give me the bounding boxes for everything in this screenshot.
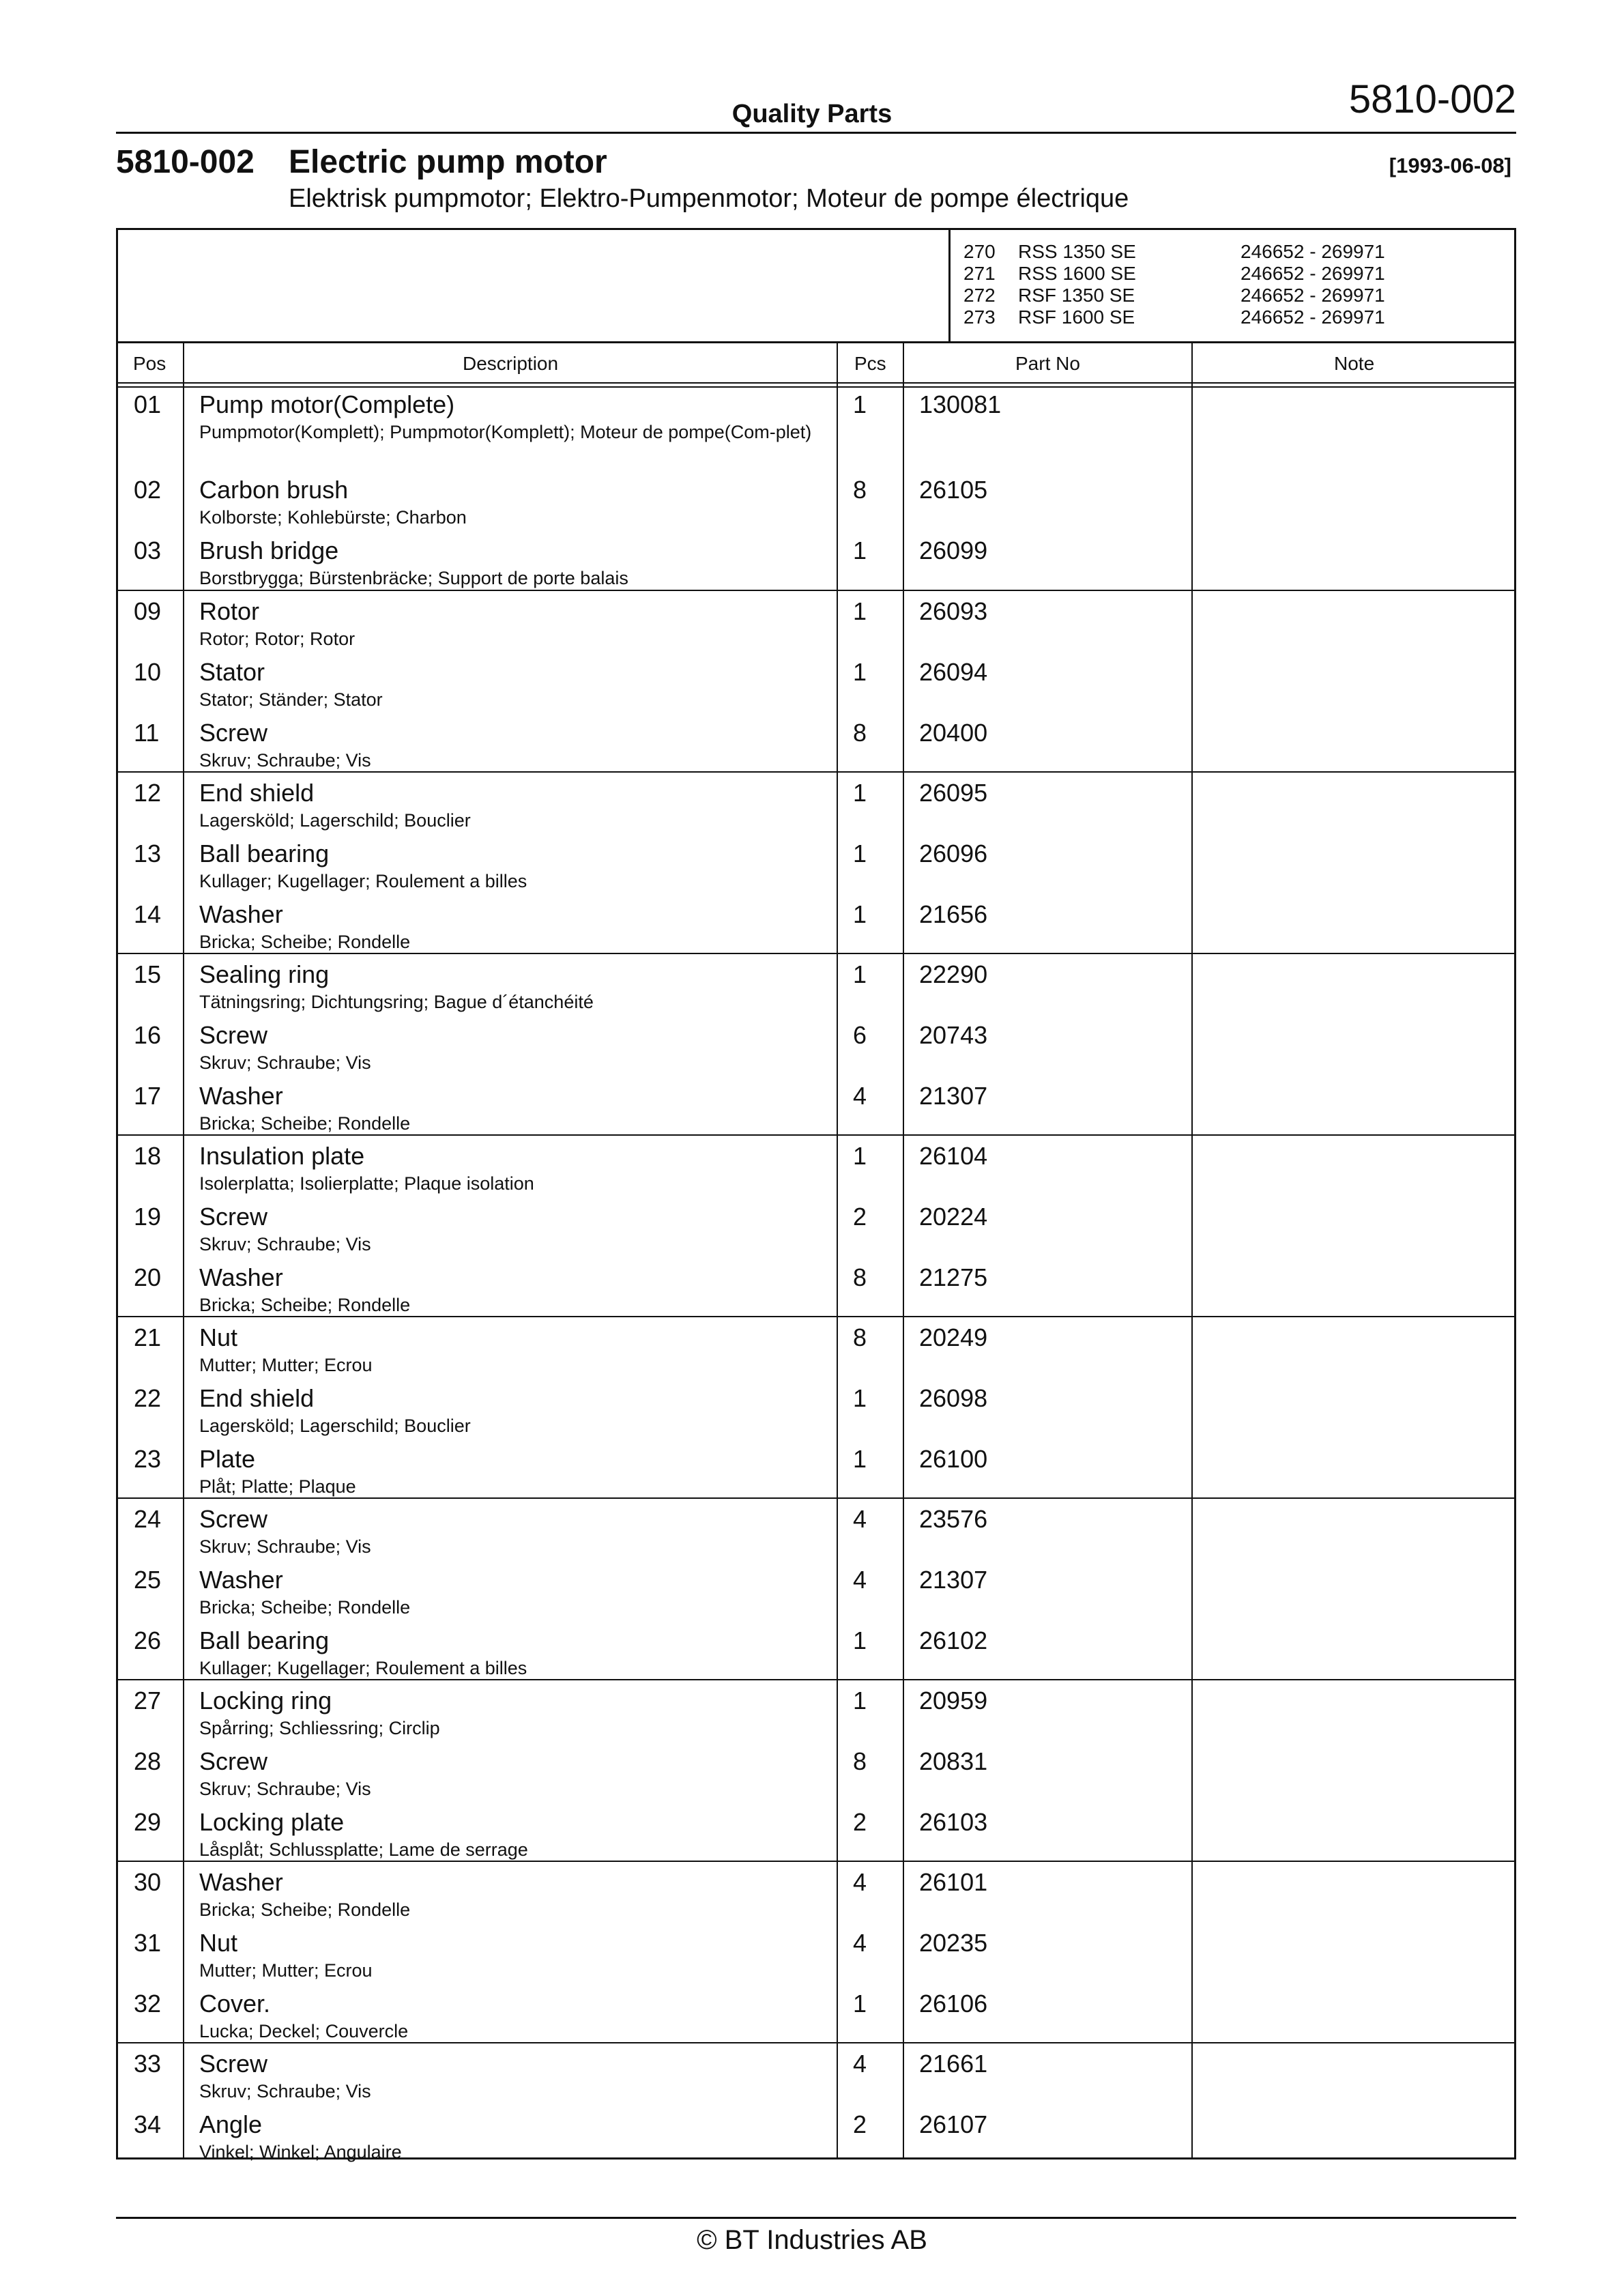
- table-row: [0, 1868, 1624, 1929]
- table-row: [0, 1808, 1624, 1869]
- row-pos: 30: [134, 1868, 162, 1896]
- row-part-no: 23576: [919, 1505, 988, 1533]
- row-pos: 34: [134, 2110, 162, 2138]
- row-pos: 22: [134, 1384, 162, 1412]
- row-part-no: 26100: [919, 1445, 988, 1473]
- table-row: [0, 1323, 1624, 1384]
- row-description: Locking plate: [199, 1808, 345, 1836]
- column-header-rule: [116, 382, 1516, 384]
- row-description: Ball bearing: [199, 1626, 330, 1654]
- row-translations: Borstbrygga; Bürstenbräcke; Support de porte balais: [199, 568, 628, 588]
- row-pcs: 1: [853, 1384, 867, 1412]
- row-pos: 33: [134, 2050, 162, 2078]
- row-pcs: 4: [853, 1505, 867, 1533]
- row-translations: Skruv; Schraube; Vis: [199, 1234, 371, 1254]
- table-row: [0, 1990, 1624, 2050]
- row-translations: Pumpmotor(Komplett); Pumpmotor(Komplett); Moteur de pompe(Com-plet): [199, 422, 812, 442]
- model-serial-range: 246652 - 269971: [1241, 263, 1385, 284]
- row-description: Carbon brush: [199, 476, 349, 504]
- row-pcs: 6: [853, 1021, 867, 1049]
- row-pos: 03: [134, 536, 162, 564]
- table-row: [0, 1687, 1624, 1747]
- row-pcs: 1: [853, 1142, 867, 1170]
- row-pos: 17: [134, 1082, 162, 1110]
- row-pos: 20: [134, 1263, 162, 1291]
- row-translations: Kullager; Kugellager; Roulement a billes: [199, 1658, 527, 1678]
- column-header-note: Note: [1334, 353, 1375, 374]
- row-pos: 32: [134, 1990, 162, 2018]
- row-pcs: 1: [853, 1445, 867, 1473]
- row-description: Nut: [199, 1929, 238, 1957]
- row-pcs: 8: [853, 1323, 867, 1351]
- row-pos: 23: [134, 1445, 162, 1473]
- row-pcs: 2: [853, 1808, 867, 1836]
- row-part-no: 21307: [919, 1082, 988, 1110]
- row-pcs: 8: [853, 1263, 867, 1291]
- row-description: Screw: [199, 1021, 268, 1049]
- row-part-no: 26104: [919, 1142, 988, 1170]
- row-description: Washer: [199, 1868, 283, 1896]
- table-row: [0, 597, 1624, 658]
- row-pcs: 1: [853, 1990, 867, 2018]
- row-part-no: 26105: [919, 476, 988, 504]
- row-translations: Lagersköld; Lagerschild; Bouclier: [199, 810, 471, 831]
- column-header-part-no: Part No: [1015, 353, 1080, 374]
- model-name: RSF 1600 SE: [1018, 306, 1135, 328]
- row-pos: 27: [134, 1687, 162, 1714]
- row-part-no: 21661: [919, 2050, 988, 2078]
- row-pos: 10: [134, 658, 162, 686]
- row-translations: Lucka; Deckel; Couvercle: [199, 2021, 409, 2041]
- row-description: Screw: [199, 2050, 268, 2078]
- table-row: [0, 779, 1624, 840]
- row-part-no: 26103: [919, 1808, 988, 1836]
- table-row: [0, 1263, 1624, 1324]
- column-header-pcs: Pcs: [854, 353, 886, 374]
- row-part-no: 21307: [919, 1566, 988, 1594]
- row-part-no: 26098: [919, 1384, 988, 1412]
- row-description: Stator: [199, 658, 265, 686]
- row-description: Angle: [199, 2110, 263, 2138]
- column-header-description: Description: [463, 353, 559, 374]
- row-part-no: 22290: [919, 960, 988, 988]
- row-pcs: 4: [853, 1868, 867, 1896]
- model-code: 272: [963, 285, 996, 306]
- row-description: Rotor: [199, 597, 260, 625]
- row-part-no: 26096: [919, 840, 988, 867]
- row-description: Cover.: [199, 1990, 271, 2018]
- row-description: Washer: [199, 900, 283, 928]
- row-description: Plate: [199, 1445, 256, 1473]
- model-name: RSS 1350 SE: [1018, 241, 1136, 262]
- row-part-no: 21275: [919, 1263, 988, 1291]
- row-pcs: 8: [853, 476, 867, 504]
- row-pos: 28: [134, 1747, 162, 1775]
- row-description: Screw: [199, 1505, 268, 1533]
- table-row: [0, 1566, 1624, 1626]
- row-pos: 16: [134, 1021, 162, 1049]
- row-pos: 12: [134, 779, 162, 807]
- table-row: [0, 1082, 1624, 1143]
- row-description: Nut: [199, 1323, 238, 1351]
- row-part-no: 26095: [919, 779, 988, 807]
- row-translations: Plåt; Platte; Plaque: [199, 1476, 356, 1497]
- table-row: [0, 1505, 1624, 1566]
- table-row: [0, 2110, 1624, 2171]
- row-pos: 21: [134, 1323, 162, 1351]
- row-translations: Låsplåt; Schlussplatte; Lame de serrage: [199, 1839, 528, 1860]
- row-translations: Stator; Ständer; Stator: [199, 689, 383, 710]
- row-description: Pump motor(Complete): [199, 390, 455, 418]
- row-translations: Bricka; Scheibe; Rondelle: [199, 1295, 411, 1315]
- model-area-bottom-rule: [116, 341, 1516, 343]
- model-serial-range: 246652 - 269971: [1241, 285, 1385, 306]
- row-pcs: 4: [853, 1566, 867, 1594]
- row-translations: Lagersköld; Lagerschild; Bouclier: [199, 1416, 471, 1436]
- row-pcs: 8: [853, 719, 867, 747]
- page-subtitle: Elektrisk pumpmotor; Elektro-Pumpenmotor; Moteur de pompe électrique: [289, 184, 1129, 213]
- row-part-no: 20224: [919, 1203, 988, 1231]
- header-rule: [116, 132, 1516, 134]
- row-part-no: 20743: [919, 1021, 988, 1049]
- table-row: [0, 900, 1624, 961]
- row-pcs: 1: [853, 1687, 867, 1714]
- row-translations: Skruv; Schraube; Vis: [199, 1779, 371, 1799]
- row-translations: Bricka; Scheibe; Rondelle: [199, 932, 411, 952]
- row-pcs: 1: [853, 779, 867, 807]
- table-row: [0, 1445, 1624, 1506]
- row-pos: 29: [134, 1808, 162, 1836]
- row-pcs: 8: [853, 1747, 867, 1775]
- row-pcs: 1: [853, 840, 867, 867]
- row-part-no: 20235: [919, 1929, 988, 1957]
- row-description: Sealing ring: [199, 960, 330, 988]
- row-pcs: 2: [853, 2110, 867, 2138]
- header-section-label: Quality Parts: [731, 100, 893, 128]
- row-pcs: 4: [853, 1082, 867, 1110]
- table-row: [0, 1626, 1624, 1687]
- row-translations: Bricka; Scheibe; Rondelle: [199, 1113, 411, 1134]
- model-serial-range: 246652 - 269971: [1241, 241, 1385, 262]
- model-serial-range: 246652 - 269971: [1241, 306, 1385, 328]
- row-pos: 02: [134, 476, 162, 504]
- row-pos: 18: [134, 1142, 162, 1170]
- model-code: 271: [963, 263, 996, 284]
- row-translations: Bricka; Scheibe; Rondelle: [199, 1597, 411, 1618]
- row-pos: 26: [134, 1626, 162, 1654]
- row-translations: Bricka; Scheibe; Rondelle: [199, 1899, 411, 1920]
- row-pcs: 2: [853, 1203, 867, 1231]
- footer-copyright: © BT Industries AB: [697, 2225, 927, 2255]
- row-pcs: 4: [853, 2050, 867, 2078]
- row-part-no: 26107: [919, 2110, 988, 2138]
- row-pcs: 1: [853, 900, 867, 928]
- header-doc-number: 5810-002: [1348, 77, 1516, 121]
- row-pos: 14: [134, 900, 162, 928]
- row-translations: Mutter; Mutter; Ecrou: [199, 1960, 373, 1981]
- row-description: Ball bearing: [199, 840, 330, 867]
- table-row: [0, 1747, 1624, 1808]
- row-part-no: 26094: [919, 658, 988, 686]
- row-translations: Tätningsring; Dichtungsring; Bague d´étanchéité: [199, 992, 594, 1012]
- row-description: End shield: [199, 779, 315, 807]
- row-pos: 13: [134, 840, 162, 867]
- row-pcs: 4: [853, 1929, 867, 1957]
- table-row: [0, 1203, 1624, 1263]
- row-part-no: 20400: [919, 719, 988, 747]
- row-pos: 15: [134, 960, 162, 988]
- row-translations: Skruv; Schraube; Vis: [199, 2081, 371, 2101]
- row-pos: 24: [134, 1505, 162, 1533]
- model-code: 270: [963, 241, 996, 262]
- row-pcs: 1: [853, 960, 867, 988]
- row-part-no: 130081: [919, 390, 1002, 418]
- row-pos: 01: [134, 390, 162, 418]
- row-translations: Vinkel; Winkel; Angulaire: [199, 2142, 402, 2162]
- table-row: [0, 1142, 1624, 1203]
- row-description: Screw: [199, 1747, 268, 1775]
- row-description: Washer: [199, 1566, 283, 1594]
- row-pos: 19: [134, 1203, 162, 1231]
- row-part-no: 21656: [919, 900, 988, 928]
- row-description: Screw: [199, 719, 268, 747]
- title-number: 5810-002: [116, 144, 255, 180]
- model-code: 273: [963, 306, 996, 328]
- row-translations: Isolerplatta; Isolierplatte; Plaque isolation: [199, 1173, 534, 1194]
- row-pos: 11: [134, 719, 160, 747]
- row-translations: Kullager; Kugellager; Roulement a billes: [199, 871, 527, 891]
- row-part-no: 26106: [919, 1990, 988, 2018]
- row-translations: Skruv; Schraube; Vis: [199, 750, 371, 771]
- row-pos: 25: [134, 1566, 162, 1594]
- row-pcs: 1: [853, 390, 867, 418]
- table-row: [0, 1384, 1624, 1445]
- table-row: [0, 719, 1624, 779]
- row-description: Insulation plate: [199, 1142, 365, 1170]
- row-pcs: 1: [853, 536, 867, 564]
- page-title: Electric pump motor: [289, 144, 607, 180]
- model-box-divider: [948, 228, 951, 341]
- footer-rule: [116, 2217, 1516, 2219]
- table-row: [0, 960, 1624, 1021]
- model-name: RSS 1600 SE: [1018, 263, 1136, 284]
- row-translations: Skruv; Schraube; Vis: [199, 1536, 371, 1557]
- column-header-rule-double: [116, 386, 1516, 388]
- table-row: [0, 658, 1624, 719]
- table-row: [0, 1021, 1624, 1082]
- row-translations: Rotor; Rotor; Rotor: [199, 629, 356, 649]
- table-row: [0, 476, 1624, 536]
- row-description: Screw: [199, 1203, 268, 1231]
- row-translations: Kolborste; Kohlebürste; Charbon: [199, 507, 467, 528]
- row-part-no: 20831: [919, 1747, 988, 1775]
- row-part-no: 26099: [919, 536, 988, 564]
- row-description: Washer: [199, 1082, 283, 1110]
- row-description: Brush bridge: [199, 536, 339, 564]
- row-translations: Mutter; Mutter; Ecrou: [199, 1355, 373, 1375]
- table-row: [0, 840, 1624, 900]
- row-part-no: 20249: [919, 1323, 988, 1351]
- row-translations: Spårring; Schliessring; Circlip: [199, 1718, 440, 1738]
- table-row: [0, 390, 1624, 451]
- title-date: [1993-06-08]: [1389, 154, 1511, 177]
- model-name: RSF 1350 SE: [1018, 285, 1135, 306]
- row-pcs: 1: [853, 597, 867, 625]
- row-pcs: 1: [853, 658, 867, 686]
- row-description: Locking ring: [199, 1687, 332, 1714]
- row-pos: 09: [134, 597, 162, 625]
- table-row: [0, 1929, 1624, 1990]
- row-translations: Skruv; Schraube; Vis: [199, 1052, 371, 1073]
- table-row: [0, 536, 1624, 597]
- row-part-no: 26093: [919, 597, 988, 625]
- table-row: [0, 2050, 1624, 2110]
- row-part-no: 26101: [919, 1868, 988, 1896]
- row-part-no: 20959: [919, 1687, 988, 1714]
- row-description: End shield: [199, 1384, 315, 1412]
- row-pos: 31: [134, 1929, 162, 1957]
- row-description: Washer: [199, 1263, 283, 1291]
- row-pcs: 1: [853, 1626, 867, 1654]
- column-header-pos: Pos: [133, 353, 166, 374]
- row-part-no: 26102: [919, 1626, 988, 1654]
